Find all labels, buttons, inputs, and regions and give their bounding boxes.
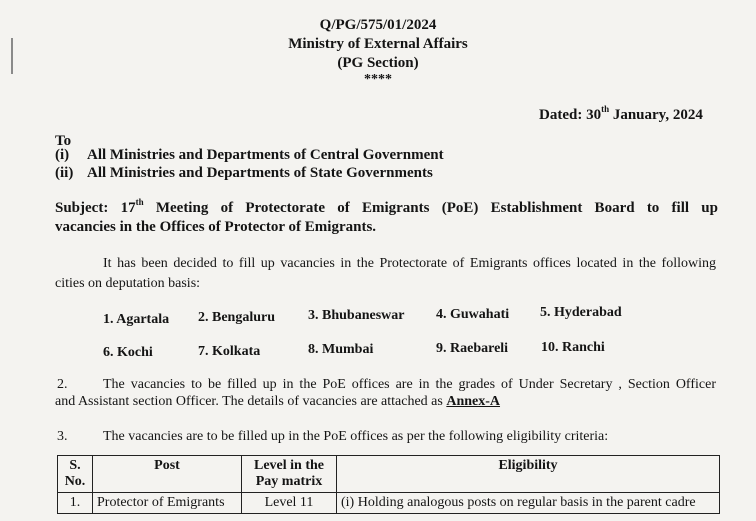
separator-stars: **** — [364, 72, 392, 87]
city-item: 8. Mumbai — [308, 342, 374, 357]
cell-post: Protector of Emigrants — [93, 493, 242, 514]
addressee-item: (ii) All Ministries and Departments of State Governments — [55, 165, 433, 181]
table-row — [58, 493, 720, 514]
paragraph-1-cont: cities on deputation basis: — [55, 276, 201, 291]
city-item: 5. Hyderabad — [540, 305, 622, 320]
annex-a-link: Annex-A — [446, 394, 501, 409]
column-header-eligibility: Eligibility — [337, 456, 720, 493]
city-item: 7. Kolkata — [198, 344, 261, 359]
to-label: To — [55, 133, 72, 149]
city-item: 3. Bhubaneswar — [308, 308, 405, 323]
paragraph-2-cont: and Assistant section Officer. The details of vacancies are attached as Annex-A — [55, 394, 501, 409]
paragraph-2-number: 2. — [57, 377, 68, 392]
cell-eligibility: (i) Holding analogous posts on regular basis in the parent cadre — [337, 493, 720, 514]
city-item: 1. Agartala — [103, 312, 170, 327]
cell-level: Level 11 — [242, 493, 337, 514]
column-header-level: Level in the Pay matrix — [242, 456, 337, 493]
column-header-sno: S. No. — [58, 456, 93, 493]
paragraph-1: It has been decided to fill up vacancies in the Protectorate of Emigrants offices located in the following — [103, 256, 716, 271]
ministry-name: Ministry of External Affairs — [288, 36, 468, 52]
city-item: 6. Kochi — [103, 345, 153, 360]
document-date: Dated: 30th January, 2024 — [539, 104, 703, 123]
city-item: 9. Raebareli — [436, 341, 509, 356]
reference-number: Q/PG/575/01/2024 — [319, 17, 437, 33]
subject-line: Subject: 17th Meeting of Protectorate of Emigrants (PoE) Establishment Board to fill up — [55, 197, 718, 216]
city-item: 4. Guwahati — [436, 307, 510, 322]
paragraph-3: The vacancies are to be filled up in the PoE offices as per the following eligibility criteria: — [103, 429, 609, 444]
addressee-item: (i) All Ministries and Departments of Central Government — [55, 147, 444, 163]
subject-line: vacancies in the Offices of Protector of Emigrants. — [55, 219, 377, 235]
eligibility-table — [57, 455, 720, 514]
section-name: (PG Section) — [337, 55, 419, 71]
paragraph-2: The vacancies to be filled up in the PoE offices are in the grades of Under Secretary , Section Officer — [103, 377, 716, 392]
paragraph-3-number: 3. — [57, 429, 68, 444]
city-item: 2. Bengaluru — [198, 310, 276, 325]
column-header-post: Post — [93, 456, 242, 493]
bleed-through-text — [160, 2, 163, 17]
city-item: 10. Ranchi — [541, 340, 605, 355]
cell-sno: 1. — [58, 493, 93, 514]
